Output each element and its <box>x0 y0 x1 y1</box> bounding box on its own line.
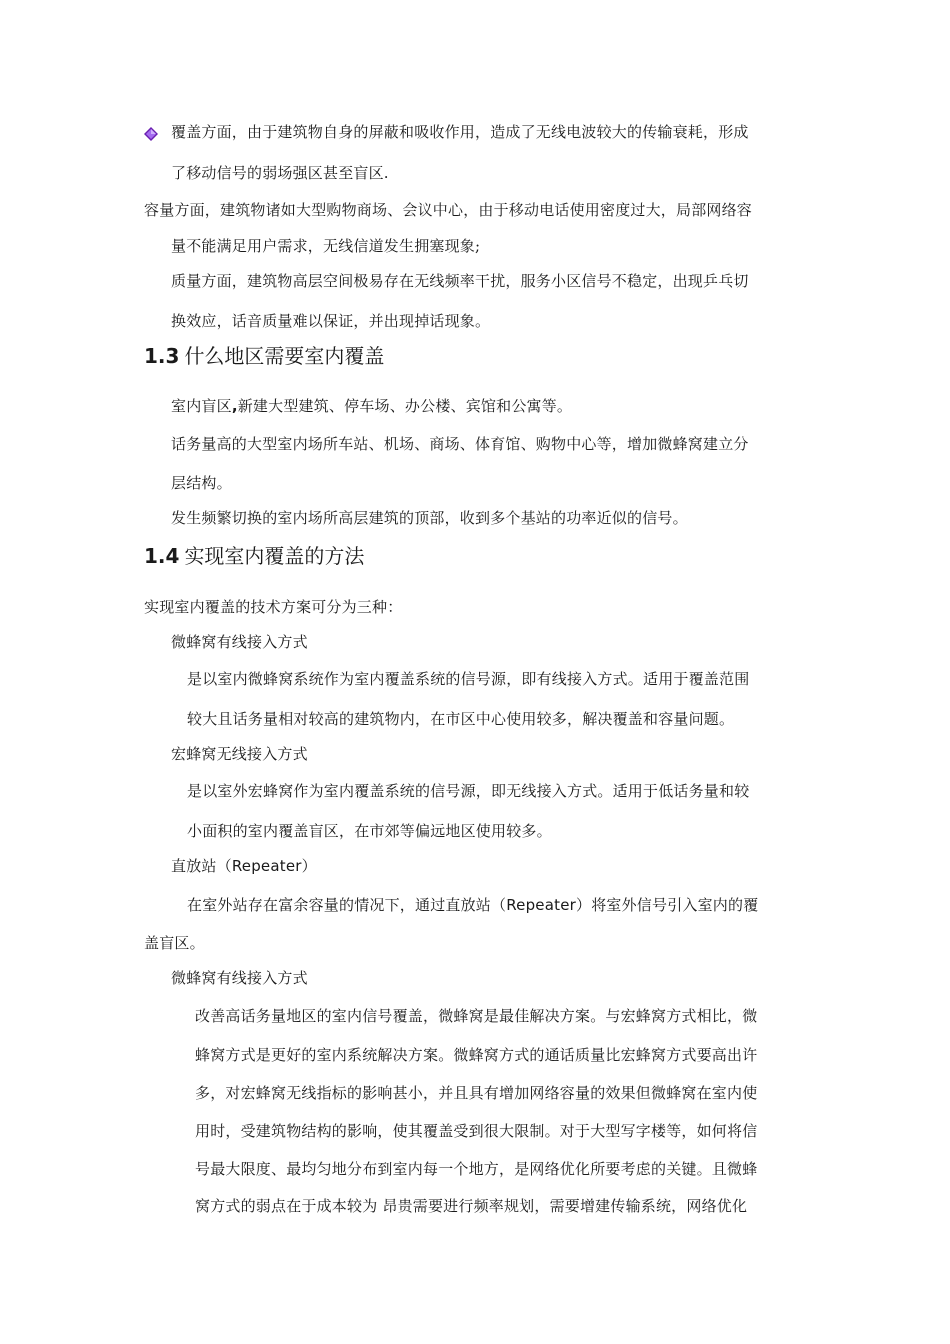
method-2-title: 宏蜂窝无线接入方式 <box>171 745 308 763</box>
method-4-line-3: 多，对宏蜂窝无线指标的影响甚小，并且具有增加网络容量的效果但微蜂窝在室内使 <box>195 1084 758 1102</box>
method-4-title: 微蜂窝有线接入方式 <box>171 969 308 987</box>
method-1-line-1: 是以室内微蜂窝系统作为室内覆盖系统的信号源，即有线接入方式。适用于覆盖范围 <box>187 670 750 688</box>
methods-intro: 实现室内覆盖的技术方案可分为三种： <box>144 598 403 616</box>
method-3-line-1-c: ）将室外信号引入室内的覆 <box>576 896 759 914</box>
section-heading-1-4 <box>144 543 364 569</box>
method-2-line-1: 是以室外宏蜂窝作为室内覆盖系统的信号源，即无线接入方式。适用于低话务量和较 <box>187 782 750 800</box>
quality-line-2: 换效应，话音质量难以保证，并出现掉话现象。 <box>171 312 491 330</box>
capacity-line-2: 量不能满足用户需求，无线信道发生拥塞现象; <box>171 237 481 255</box>
method-3-line-1-latin: Repeater <box>506 896 576 914</box>
method-4-line-4: 用时，受建筑物结构的影响，使其覆盖受到很大限制。对于大型写字楼等，如何将信 <box>195 1122 758 1140</box>
method-3-line-1 <box>187 895 758 915</box>
section-title: 什么地区需要室内覆盖 <box>184 344 385 368</box>
capacity-line-1: 容量方面，建筑物诸如大型购物商场、会议中心，由于移动电话使用密度过大，局部网络容 <box>144 201 753 219</box>
area-item-1-b: 新建大型建筑、停车场、办公楼、宾馆和公寓等。 <box>237 397 573 415</box>
method-3-title <box>171 856 317 876</box>
section-number: 1.3 <box>144 344 180 368</box>
method-3-title-a: 直放站（ <box>171 857 232 875</box>
area-item-2-line-2: 层结构。 <box>171 474 232 492</box>
area-item-3: 发生频繁切换的室内场所高层建筑的顶部，收到多个基站的功率近似的信号。 <box>171 509 688 527</box>
method-3-line-1-a: 在室外站存在富余容量的情况下，通过直放站（ <box>187 896 507 914</box>
method-4-line-2: 蜂窝方式是更好的室内系统解决方案。微蜂窝方式的通话质量比宏蜂窝方式要高出许 <box>195 1046 758 1064</box>
method-2-line-2: 小面积的室内覆盖盲区，在市郊等偏远地区使用较多。 <box>187 822 552 840</box>
section-number: 1.4 <box>144 544 180 568</box>
method-4-line-5: 号最大限度、最均匀地分布到室内每一个地方，是网络优化所要考虑的关键。且微蜂 <box>195 1160 758 1178</box>
quality-line-1: 质量方面，建筑物高层空间极易存在无线频率干扰，服务小区信号不稳定，出现乒乓切 <box>171 272 749 290</box>
method-4-line-6: 窝方式的弱点在于成本较为 昂贵需要进行频率规划，需要增建传输系统，网络优化 <box>195 1197 748 1215</box>
method-3-line-2: 盖盲区。 <box>144 934 205 952</box>
area-item-1-comma: , <box>231 397 238 415</box>
method-4-line-1: 改善高话务量地区的室内信号覆盖，微蜂窝是最佳解决方案。与宏蜂窝方式相比，微 <box>195 1007 758 1025</box>
diamond-bullet-icon <box>143 126 159 142</box>
method-1-line-2: 较大且话务量相对较高的建筑物内，在市区中心使用较多，解决覆盖和容量问题。 <box>187 710 735 728</box>
coverage-line-1: 覆盖方面，由于建筑物自身的屏蔽和吸收作用，造成了无线电波较大的传输衰耗，形成 <box>171 123 749 141</box>
method-3-title-latin: Repeater <box>231 857 302 875</box>
area-item-1 <box>171 396 572 416</box>
area-item-1-a: 室内盲区 <box>171 397 232 415</box>
coverage-line-2: 了移动信号的弱场强区甚至盲区. <box>171 164 389 182</box>
method-3-title-c: ） <box>301 857 317 875</box>
area-item-2-line-1: 话务量高的大型室内场所车站、机场、商场、体育馆、购物中心等，增加微蜂窝建立分 <box>171 435 749 453</box>
method-1-title: 微蜂窝有线接入方式 <box>171 633 308 651</box>
section-heading-1-3 <box>144 343 384 369</box>
section-title: 实现室内覆盖的方法 <box>184 544 365 568</box>
